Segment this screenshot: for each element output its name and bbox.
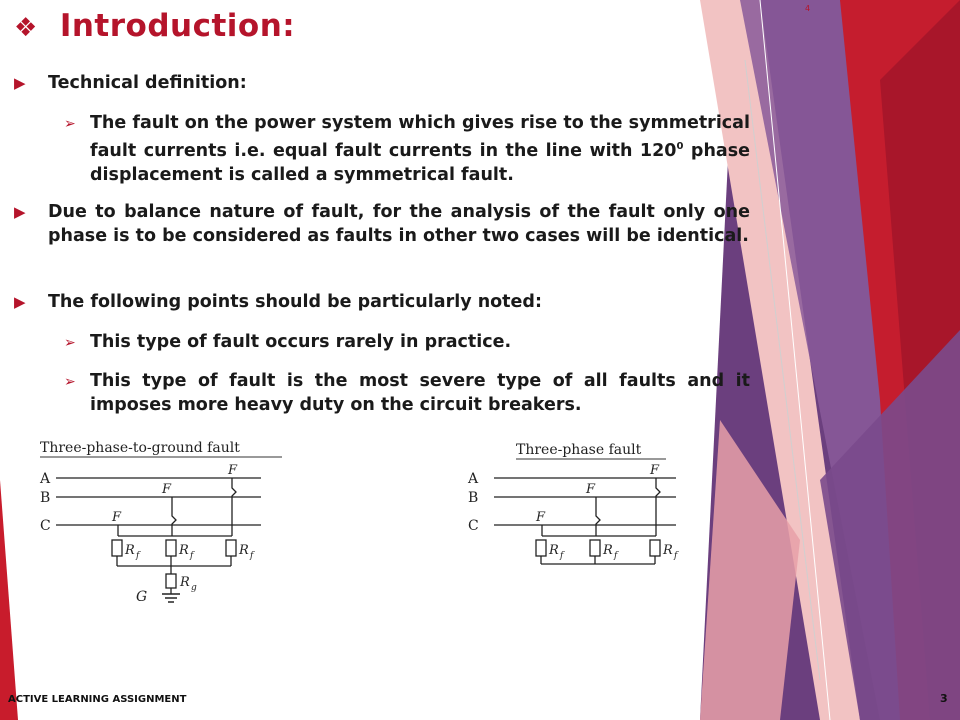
bullet-text: Due to balance nature of fault, for the analysis of the fault only one phase is to be considered as faults in other two cases will be identical. (48, 202, 750, 246)
triangle-bullet-icon: ▶ (14, 74, 26, 92)
diagram-title: Three-phase-to-ground fault (40, 440, 240, 456)
bullet-technical-definition (14, 71, 754, 95)
slide-title-text: Introduction: (59, 8, 296, 44)
svg-text:f: f (560, 551, 564, 561)
diagram-title: Three-phase fault (516, 442, 642, 458)
svg-text:R: R (180, 575, 190, 590)
bullet-points-noted (14, 290, 754, 314)
sub-bullet-rare (64, 330, 754, 354)
svg-text:F: F (650, 463, 660, 478)
arrowhead-bullet-icon: ➢ (64, 335, 76, 351)
triangle-bullet-icon: ▶ (14, 203, 26, 221)
three-phase-to-ground-diagram (36, 436, 286, 608)
svg-text:R: R (549, 543, 559, 558)
page-number: 3 (940, 692, 948, 705)
diamond-bullet-icon: ❖ (14, 13, 38, 43)
arrowhead-bullet-icon: ➢ (64, 116, 76, 132)
ground-label: G (136, 589, 148, 605)
svg-text:F: F (586, 482, 596, 497)
svg-text:g: g (191, 583, 197, 593)
svg-text:R: R (125, 543, 135, 558)
svg-text:F: F (536, 510, 546, 525)
sub-bullet-severe (64, 369, 750, 417)
svg-text:f: f (674, 551, 678, 561)
sub-bullet-definition (64, 111, 750, 187)
phase-c-label: C (468, 518, 479, 534)
svg-text:f: f (614, 551, 618, 561)
bullet-text: This type of fault occurs rarely in practice. (90, 332, 512, 352)
left-red-edge (0, 480, 18, 720)
bullet-text: Technical definition: (48, 73, 247, 93)
phase-a-label: A (40, 471, 51, 487)
arrowhead-bullet-icon: ➢ (64, 374, 76, 390)
svg-text:F: F (228, 463, 238, 478)
svg-text:f: f (190, 551, 194, 561)
three-phase-diagram (466, 438, 686, 568)
phase-a-label: A (468, 471, 479, 487)
svg-text:R: R (179, 543, 189, 558)
svg-text:F: F (112, 510, 122, 525)
triangle-bullet-icon: ▶ (14, 293, 26, 311)
svg-text:F: F (162, 482, 172, 497)
svg-text:R: R (663, 543, 673, 558)
phase-b-label: B (468, 490, 479, 506)
svg-text:f: f (136, 551, 140, 561)
bullet-text: The following points should be particularly noted: (48, 292, 542, 312)
footer-label: ACTIVE LEARNING ASSIGNMENT (8, 694, 187, 705)
svg-text:R: R (603, 543, 613, 558)
corner-mark: 4 (805, 4, 811, 13)
bullet-text: The fault on the power system which gives rise to the symmetrical fault currents i.e. equal fault currents in the line with $120^0$ phase displacement is called a symmetrical fault. (90, 113, 750, 185)
slide-title (14, 8, 295, 44)
bullet-text: This type of fault is the most severe type of all faults and it imposes more heavy duty on the circuit breakers. (90, 371, 750, 415)
svg-text:f: f (250, 551, 254, 561)
phase-b-label: B (40, 490, 51, 506)
phase-c-label: C (40, 518, 51, 534)
bullet-balance-nature (14, 200, 750, 248)
svg-text:R: R (239, 543, 249, 558)
